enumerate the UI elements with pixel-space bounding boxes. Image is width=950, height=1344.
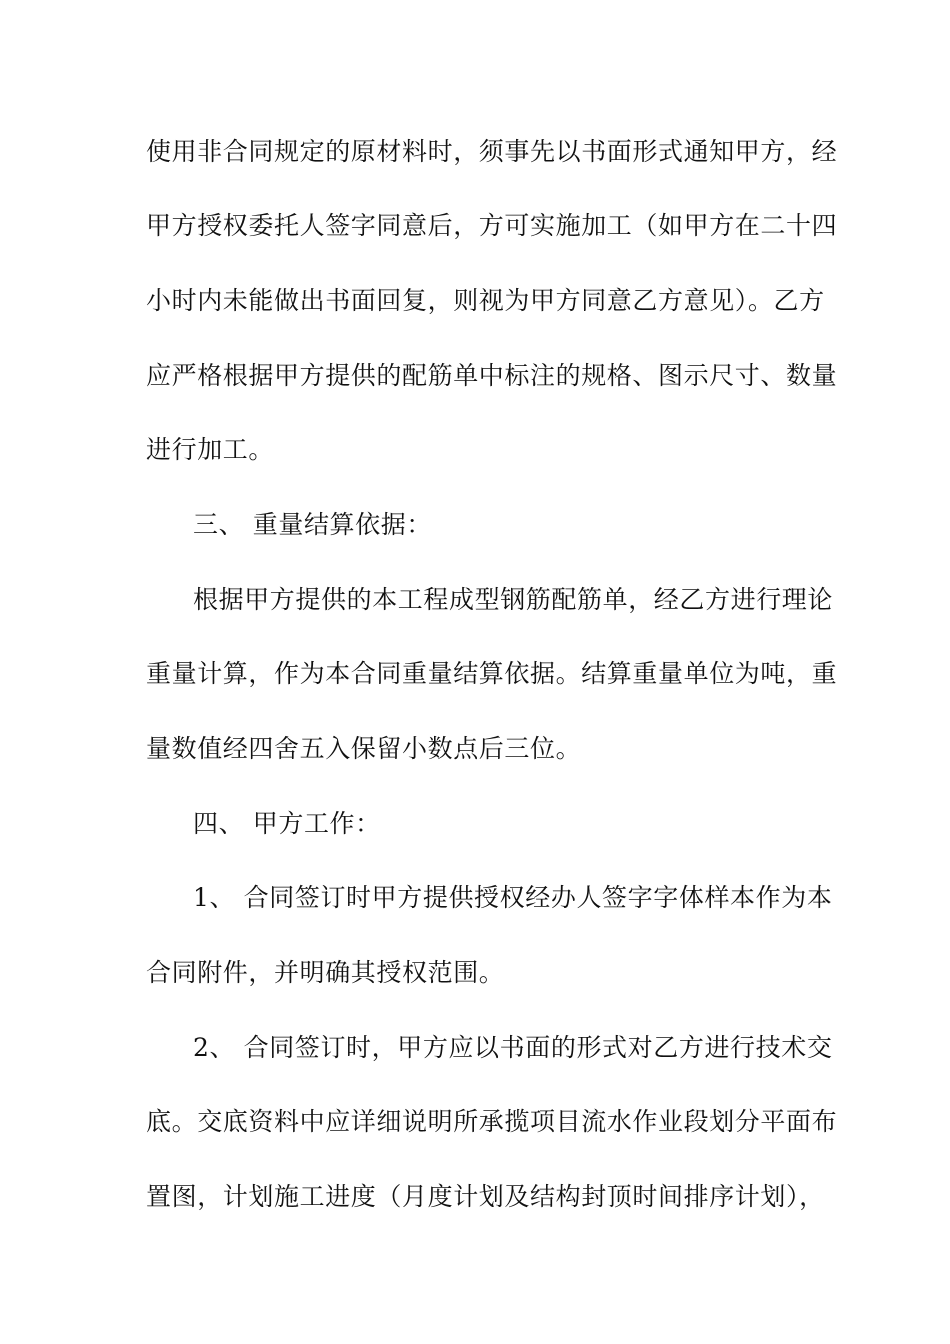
text-line-1: 使用非合同规定的原材料时，须事先以书面形式通知甲方，经	[146, 137, 838, 166]
text-line-3: 小时内未能做出书面回复，则视为甲方同意乙方意见）。乙方	[146, 286, 825, 315]
text-line-4: 应严格根据甲方提供的配筋单中标注的规格、图示尺寸、数量	[146, 361, 838, 390]
section-heading-3: 三、 重量结算依据：	[193, 510, 432, 539]
list-item-1: 1、 合同签订时甲方提供授权经办人签字字体样本作为本	[193, 883, 833, 912]
section-heading-4: 四、 甲方工作：	[193, 809, 381, 838]
text-line-5: 进行加工。	[146, 435, 275, 464]
text-line-8: 重量计算，作为本合同重量结算依据。结算重量单位为吨，重	[146, 659, 838, 688]
text-line-14: 底。交底资料中应详细说明所承揽项目流水作业段划分平面布	[146, 1107, 838, 1136]
text-line-15: 置图，计划施工进度（月度计划及结构封顶时间排序计划），	[146, 1182, 825, 1211]
text-line-12: 合同附件，并明确其授权范围。	[146, 958, 505, 987]
list-item-2: 2、 合同签订时，甲方应以书面的形式对乙方进行技术交	[193, 1033, 833, 1062]
text-line-2: 甲方授权委托人签字同意后，方可实施加工（如甲方在二十四	[146, 211, 838, 240]
text-line-9: 量数值经四舍五入保留小数点后三位。	[146, 734, 582, 763]
text-line-7: 根据甲方提供的本工程成型钢筋配筋单，经乙方进行理论	[193, 585, 834, 614]
